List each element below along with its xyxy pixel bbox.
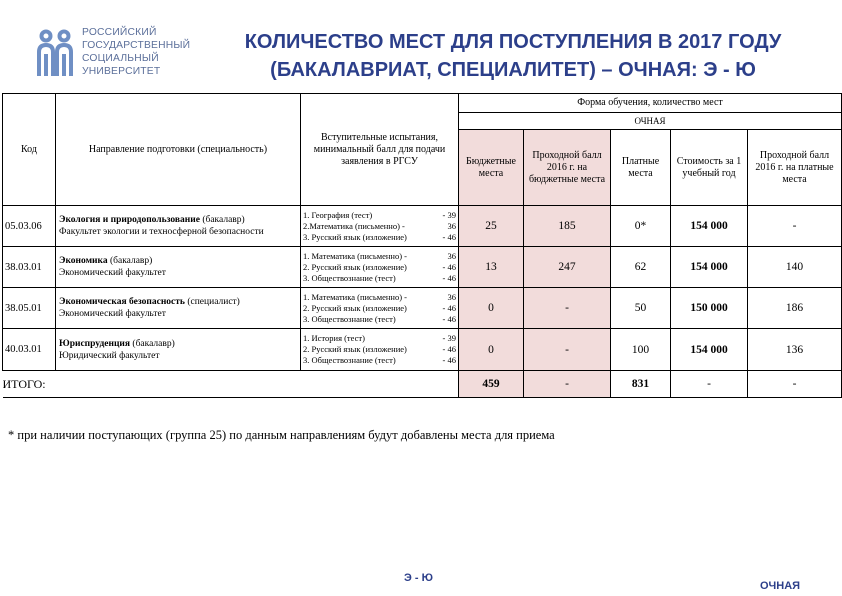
row-pass-budget: 247: [524, 247, 611, 288]
exam-score: - 46: [442, 313, 456, 324]
exam-name: 3. Обществознание (тест): [303, 272, 396, 283]
row-budget: 25: [459, 206, 524, 247]
direction-name: Экономическая безопасность: [59, 297, 185, 307]
exam-score: - 39: [442, 209, 456, 220]
exam-name: 3. Обществознание (тест): [303, 355, 396, 365]
row-code: 38.03.01: [3, 247, 56, 288]
row-pass-paid: 186: [748, 288, 842, 329]
exam-score: - 46: [442, 355, 456, 365]
row-direction: [56, 329, 301, 371]
row-paid: 50: [611, 288, 671, 329]
exam-name: 3. Русский язык (изложение): [303, 231, 407, 242]
row-budget: 13: [459, 247, 524, 288]
exam-name: 2. Русский язык (изложение): [303, 261, 407, 272]
exam-score: - 46: [442, 261, 456, 272]
exam-score: 36: [447, 291, 456, 302]
exam-score: - 46: [442, 344, 456, 354]
row-pass-budget: 185: [524, 206, 611, 247]
row-exams: [301, 247, 459, 288]
table-row: [3, 247, 842, 288]
row-exams: [301, 288, 459, 329]
row-pass-budget: -: [524, 329, 611, 371]
exam-name: 1. История (тест): [303, 333, 365, 343]
direction-name: Экономика: [59, 256, 108, 266]
admission-table: [2, 93, 842, 398]
total-row: [3, 371, 842, 398]
direction-faculty: Юридический факультет: [59, 350, 160, 361]
header-direction: Направление подготовки (специальность): [56, 94, 301, 206]
exam-score: - 39: [442, 333, 456, 343]
row-direction: [56, 206, 301, 247]
table-row: [3, 329, 842, 371]
row-code: 05.03.06: [3, 206, 56, 247]
header-pass-paid: Проходной балл 2016 г. на платные места: [748, 130, 842, 206]
header-code: Код: [3, 94, 56, 206]
exam-score: - 46: [442, 231, 456, 242]
footnote: * при наличии поступающих (группа 25) по данным направлениям будут добавлены места для приема: [8, 428, 555, 442]
row-exams: [301, 329, 459, 371]
people-logo-icon: [34, 28, 78, 78]
row-cost: 154 000: [671, 206, 748, 247]
title-line-2: (БАКАЛАВРИАТ, СПЕЦИАЛИТЕТ) – ОЧНАЯ: Э - Ю: [270, 59, 756, 81]
row-pass-paid: 140: [748, 247, 842, 288]
total-label: ИТОГО:: [3, 371, 459, 398]
direction-qual: (бакалавр): [199, 215, 245, 225]
header-form: Форма обучения, количество мест: [459, 94, 842, 113]
row-pass-budget: -: [524, 288, 611, 329]
direction-qual: (бакалавр): [130, 338, 175, 349]
row-direction: [56, 288, 301, 329]
header-exams: Вступительные испытания, минимальный балл для подачи заявления в РГСУ: [301, 94, 459, 206]
direction-faculty: Экономический факультет: [59, 309, 166, 319]
row-pass-paid: -: [748, 206, 842, 247]
row-code: 38.05.01: [3, 288, 56, 329]
exam-name: 1. Математика (письменно) -: [303, 250, 407, 261]
exam-score: - 46: [442, 272, 456, 283]
total-pass-budget: -: [524, 371, 611, 398]
exam-name: 2. Русский язык (изложение): [303, 302, 407, 313]
row-exams: [301, 206, 459, 247]
total-pass-paid: -: [748, 371, 842, 398]
logo-line: ГОСУДАРСТВЕННЫЙ: [82, 40, 191, 51]
table-row: [3, 288, 842, 329]
row-cost: 150 000: [671, 288, 748, 329]
header-pass-budget: Проходной балл 2016 г. на бюджетные места: [524, 130, 611, 206]
total-paid: 831: [611, 371, 671, 398]
logo-line: РОССИЙСКИЙ: [82, 27, 157, 38]
exam-name: 2.Математика (письменно) -: [303, 220, 405, 231]
direction-qual: (специалист): [184, 297, 240, 307]
exam-name: 1. Математика (письменно) -: [303, 291, 407, 302]
logo-line: УНИВЕРСИТЕТ: [82, 66, 161, 77]
direction-faculty: Экономический факультет: [59, 268, 166, 278]
row-direction: [56, 247, 301, 288]
logo-line: СОЦИАЛЬНЫЙ: [82, 53, 159, 64]
direction-name: Юриспруденция: [59, 338, 131, 349]
title-line-1: КОЛИЧЕСТВО МЕСТ ДЛЯ ПОСТУПЛЕНИЯ В 2017 ГОДУ: [244, 31, 782, 53]
exam-score: 36: [447, 220, 456, 231]
exam-name: 2. Русский язык (изложение): [303, 344, 407, 354]
header-form-sub: ОЧНАЯ: [459, 113, 842, 130]
row-paid: 100: [611, 329, 671, 371]
row-budget: 0: [459, 288, 524, 329]
row-cost: 154 000: [671, 247, 748, 288]
footer-range-label: Э - Ю: [404, 572, 433, 584]
row-cost: 154 000: [671, 329, 748, 371]
logo-text: [82, 26, 190, 78]
direction-faculty: Факультет экологии и техносферной безопасности: [59, 227, 264, 237]
exam-score: 36: [447, 250, 456, 261]
header-budget: Бюджетные места: [459, 130, 524, 206]
row-paid: 0*: [611, 206, 671, 247]
table-row: [3, 206, 842, 247]
row-code: 40.03.01: [3, 329, 56, 371]
direction-name: Экология и природопользование: [59, 215, 200, 225]
total-budget: 459: [459, 371, 524, 398]
header-cost: Стоимость за 1 учебный год: [671, 130, 748, 206]
header-paid: Платные места: [611, 130, 671, 206]
exam-score: - 46: [442, 302, 456, 313]
page-title: [198, 28, 828, 84]
row-paid: 62: [611, 247, 671, 288]
exam-name: 3. Обществознание (тест): [303, 313, 396, 324]
total-cost: -: [671, 371, 748, 398]
footer-form-label: ОЧНАЯ: [760, 580, 801, 592]
exam-name: 1. География (тест): [303, 209, 373, 220]
row-budget: 0: [459, 329, 524, 371]
direction-qual: (бакалавр): [107, 256, 153, 266]
university-logo: [34, 24, 199, 84]
row-pass-paid: 136: [748, 329, 842, 371]
